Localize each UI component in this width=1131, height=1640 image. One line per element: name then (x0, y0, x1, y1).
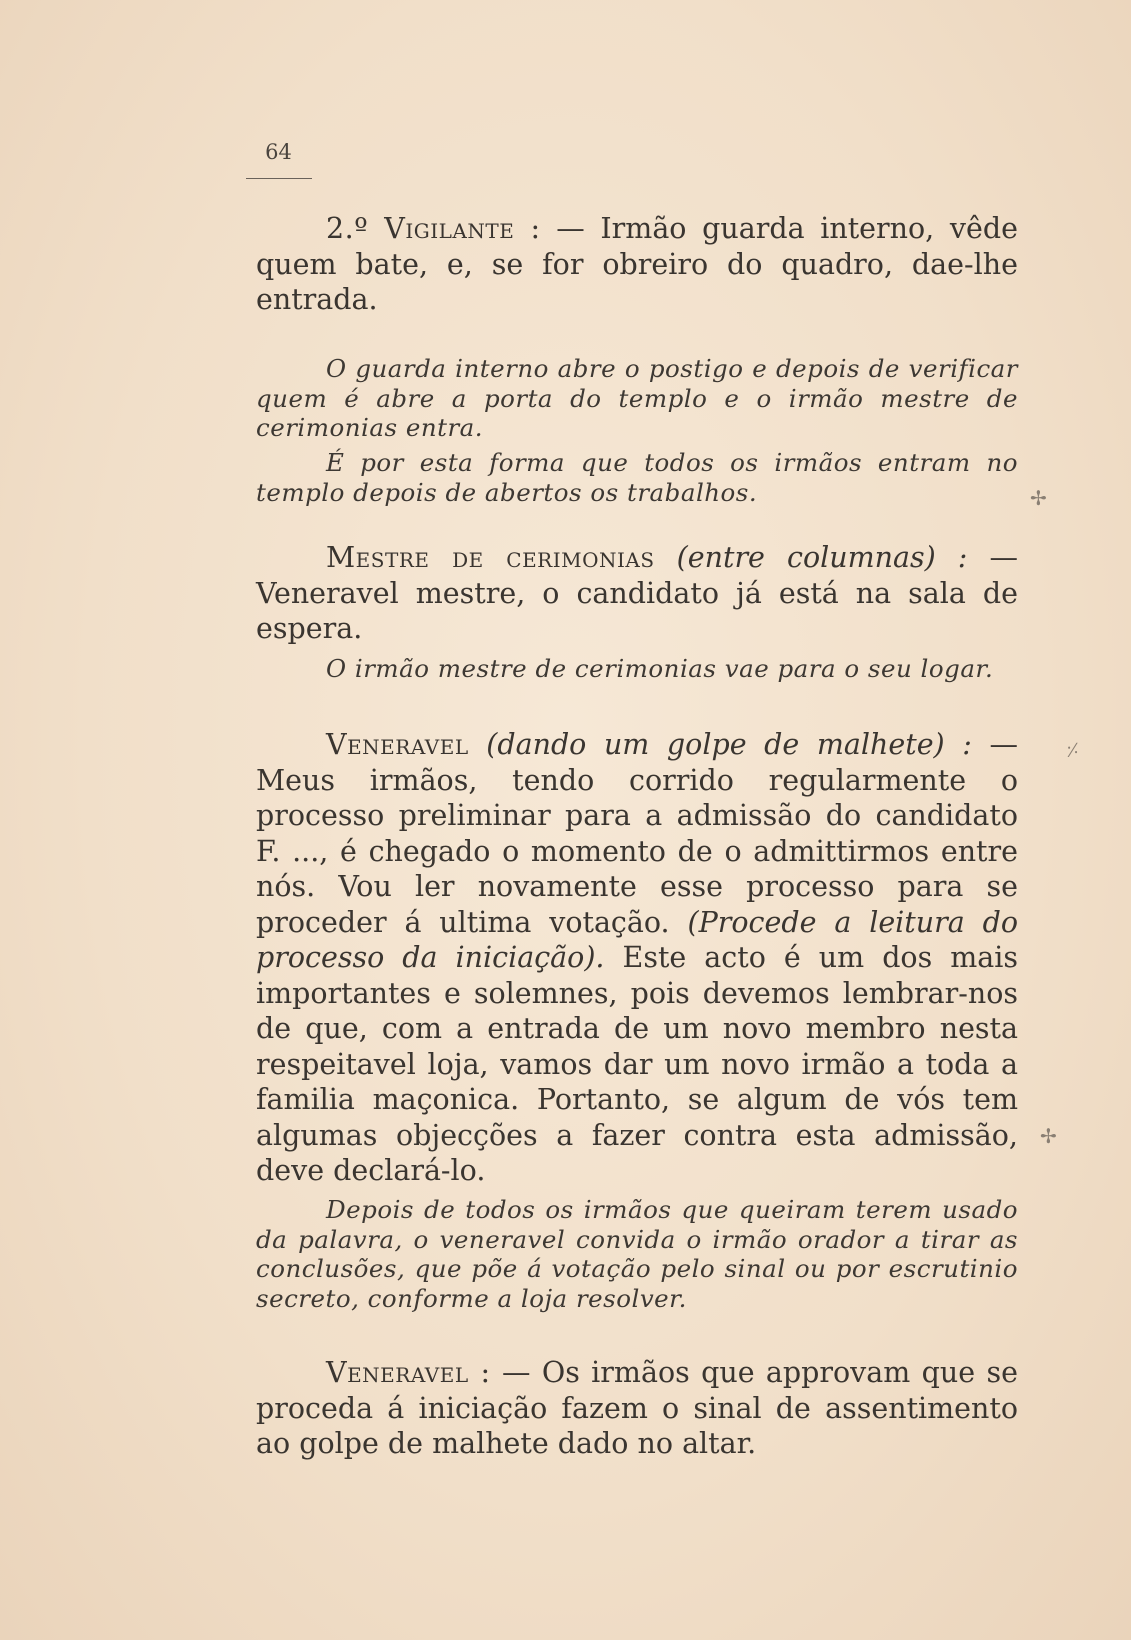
speech-text: Veneravel mestre, o candidato já está na sala de espera. (256, 576, 1018, 645)
speaker-name: Veneravel (326, 728, 469, 761)
dash: — (971, 728, 1018, 761)
speaker-name: 2.º Vigilante : (326, 212, 541, 245)
dash: — (967, 541, 1018, 574)
speech-text: Este acto é um dos mais importantes e solemnes, pois devemos lembrar-nos de que, com a entrada de um novo membro nesta respeitavel loja, vamos dar um novo irmão a toda a familia maçonica. Portanto, se algum de vós tem algumas objecções a fazer contra esta admissão, deve declará-lo. (256, 941, 1019, 1187)
speaker-aside: (dando um golpe de malhete) : (468, 728, 972, 761)
stage-direction-votacao: Depois de todos os irmãos que queiram terem usado da palavra, o veneravel convida o irmão orador a tirar as conclusões, que põe á votação pelo sinal ou por escrutinio secreto, conforme a loja resolver. (256, 1195, 1018, 1313)
dash: — (490, 1356, 542, 1389)
paragraph-mestre-cerimonias (256, 540, 1018, 647)
header-rule (246, 178, 312, 179)
stage-direction-guarda: O guarda interno abre o postigo e depois de verificar quem é abre a porta do templo e o irmão mestre de cerimonias entra. (256, 354, 1018, 442)
margin-mark-icon: ✢ (1030, 486, 1047, 510)
paragraph-segundo-vigilante (256, 211, 1018, 318)
paragraph-veneravel-sinal (256, 1355, 1018, 1462)
stage-direction-logar: O irmão mestre de cerimonias vae para o seu logar. (326, 654, 994, 683)
speaker-name: Mestre de cerimonias (326, 541, 655, 574)
speaker-aside: (entre columnas) : (654, 541, 968, 574)
paragraph-veneravel-processo (256, 727, 1018, 1189)
page-number: 64 (265, 140, 292, 164)
inline-aside: (Procede a leitura do processo da iniciação). (256, 905, 1018, 974)
speech-text: Os irmãos que approvam que se proceda á iniciação fazem o sinal de assentimento ao golpe de malhete dado no altar. (256, 1356, 1018, 1460)
stage-direction-entrada: É por esta forma que todos os irmãos entram no templo depois de abertos os trabalhos. (256, 448, 1018, 507)
dash: — (540, 212, 601, 245)
speech-text: Meus irmãos, tendo corrido regularmente o processo preliminar para a admissão do candidato F. ..., é chegado o momento de o admittirmos entre nós. Vou ler novamente esse processo para se proceder á ultima votação. (256, 763, 1018, 939)
speaker-name: Veneravel : (326, 1356, 491, 1389)
margin-mark-icon: ✢ (1040, 1124, 1057, 1148)
speech-text: Irmão guarda interno, vêde quem bate, e, se for obreiro do quadro, dae-lhe entrada. (256, 212, 1018, 316)
margin-mark-icon: ⸓ (1066, 738, 1080, 762)
